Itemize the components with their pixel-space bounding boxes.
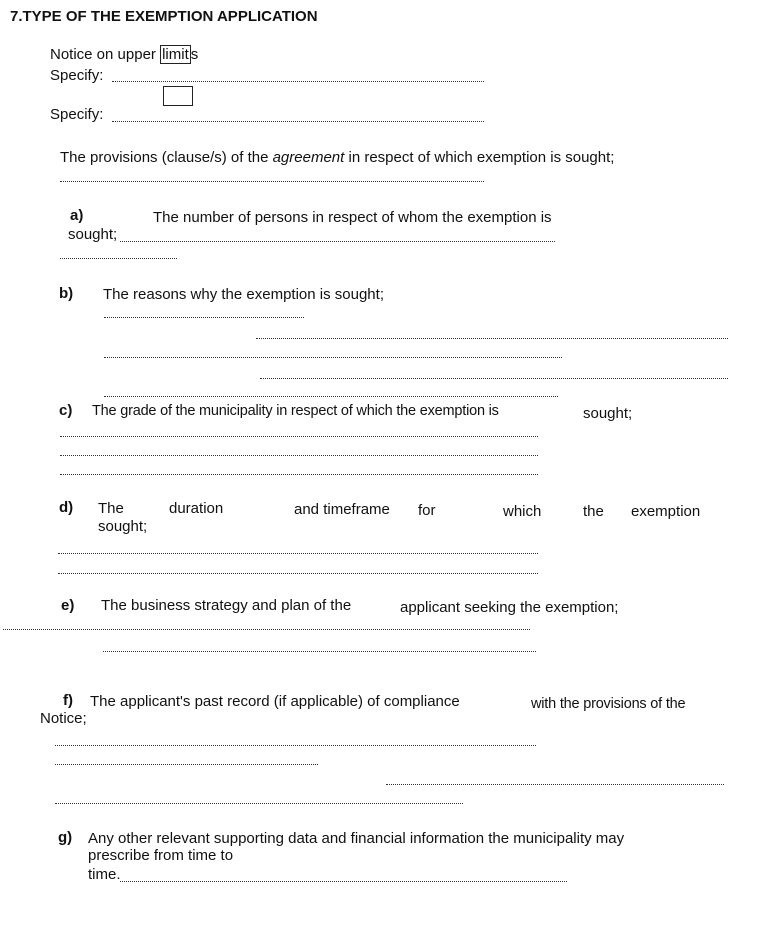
item-b-text: The reasons why the exemption is sought; xyxy=(103,286,384,303)
item-a-field-2[interactable] xyxy=(60,258,177,259)
item-f-text-2: with the provisions of the xyxy=(531,696,686,712)
item-d-word-4: for xyxy=(418,502,436,519)
specify-field-2[interactable] xyxy=(112,121,484,122)
item-d-field-2[interactable] xyxy=(58,573,538,574)
item-f-field-1[interactable] xyxy=(55,745,536,746)
item-g-field[interactable] xyxy=(120,881,567,882)
item-e-letter: e) xyxy=(61,597,75,614)
item-f-field-2[interactable] xyxy=(55,764,318,765)
item-c-letter: c) xyxy=(59,402,73,419)
item-f-notice: Notice; xyxy=(40,710,87,727)
item-d-word-7: exemption xyxy=(631,503,701,520)
item-b-field-4[interactable] xyxy=(260,378,728,379)
item-b-field-5[interactable] xyxy=(104,396,558,397)
provisions-text: The provisions (clause/s) of the agreement in respect of which exemption is sought; xyxy=(60,149,615,166)
item-c-field-3[interactable] xyxy=(60,474,538,475)
specify-field-1[interactable] xyxy=(112,81,484,82)
item-d-letter: d) xyxy=(59,499,74,516)
specify-label-1: Specify: xyxy=(50,67,104,84)
item-g-text-1: Any other relevant supporting data and financial information the municipality may xyxy=(88,830,625,847)
item-c-text: The grade of the municipality in respect of which the exemption is xyxy=(92,403,499,419)
item-f-field-3[interactable] xyxy=(386,784,724,785)
specify-label-2: Specify: xyxy=(50,106,104,123)
item-d-word-1: The xyxy=(98,500,124,517)
item-f-letter: f) xyxy=(63,692,73,709)
item-a-field-1[interactable] xyxy=(120,241,555,242)
item-c-field-1[interactable] xyxy=(60,436,538,437)
item-d-word-6: the xyxy=(583,503,604,520)
notice-label: Notice on upper limit s xyxy=(50,46,199,63)
item-f-text-1: The applicant's past record (if applicable) of compliance xyxy=(90,693,460,710)
item-d-word-2: duration xyxy=(169,500,224,517)
item-e-text-1: The business strategy and plan of the xyxy=(101,597,352,614)
limits-checkbox[interactable]: limit xyxy=(162,46,189,63)
item-c-sought: sought; xyxy=(583,405,633,422)
option-checkbox[interactable] xyxy=(163,86,193,106)
item-d-field-1[interactable] xyxy=(58,553,538,554)
item-b-letter: b) xyxy=(59,285,74,302)
item-d-word-5: which xyxy=(503,503,542,520)
item-g-letter: g) xyxy=(58,829,73,846)
item-f-field-4[interactable] xyxy=(55,803,463,804)
item-b-field-3[interactable] xyxy=(104,357,562,358)
item-e-text-2: applicant seeking the exemption; xyxy=(400,599,619,616)
item-d-word-3: and timeframe xyxy=(294,501,390,518)
item-e-field-1[interactable] xyxy=(3,629,530,630)
item-a-letter: a) xyxy=(70,207,84,224)
item-g-text-2: prescribe from time to xyxy=(88,847,234,864)
section-title: 7.TYPE OF THE EXEMPTION APPLICATION xyxy=(10,8,318,25)
item-e-field-2[interactable] xyxy=(103,651,536,652)
item-a-text: The number of persons in respect of whom the exemption is xyxy=(153,209,552,226)
item-b-field-1[interactable] xyxy=(104,317,304,318)
item-d-sought: sought; xyxy=(98,518,148,535)
item-a-sought: sought; xyxy=(68,226,118,243)
item-c-field-2[interactable] xyxy=(60,455,538,456)
provisions-field[interactable] xyxy=(60,181,484,182)
item-g-text-3: time. xyxy=(88,866,121,883)
item-b-field-2[interactable] xyxy=(256,338,728,339)
